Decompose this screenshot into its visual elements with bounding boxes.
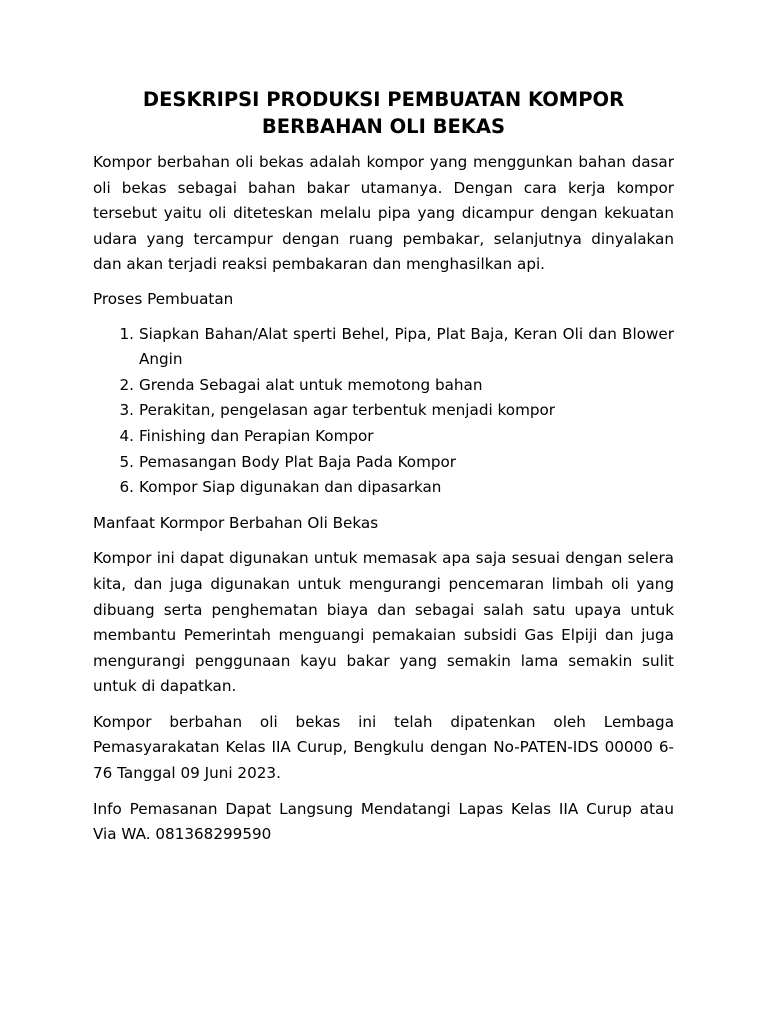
step-text: Kompor Siap digunakan dan dipasarkan [139, 478, 442, 497]
document-title [93, 86, 674, 140]
list-item [93, 322, 674, 373]
step-number: 4. [119, 426, 134, 445]
list-item [93, 424, 674, 450]
list-item [93, 398, 674, 424]
step-number: 5. [119, 452, 134, 471]
step-text: Pemasangan Body Plat Baja Pada Kompor [139, 452, 457, 471]
step-text: Grenda Sebagai alat untuk memotong bahan [139, 375, 483, 394]
step-text: Finishing dan Perapian Kompor [139, 426, 374, 445]
list-item [93, 450, 674, 476]
step-number: 3. [119, 401, 134, 420]
process-heading: Proses Pembuatan [93, 289, 234, 308]
list-item [93, 475, 674, 501]
benefit-paragraph: Kompor ini dapat digunakan untuk memasak apa saja sesuai dengan selera kita, dan juga digunakan untuk mengurangi pencemaran limbah oli yang dibuang serta penghematan biaya dan sebagai salah satu upaya untuk membantu Pemerintah menguangi pemakaian subsidi Gas Elpiji dan juga mengurangi penggunaan kayu bakar yang semakin lama semakin sulit untuk di dapatkan. [93, 549, 674, 696]
step-text: Siapkan Bahan/Alat sperti Behel, Pipa, Plat Baja, Keran Oli dan Blower Angin [139, 324, 674, 369]
step-number: 6. [119, 478, 134, 497]
process-steps-list [93, 322, 674, 501]
step-text: Perakitan, pengelasan agar terbentuk menjadi kompor [139, 401, 556, 420]
step-number: 2. [119, 375, 134, 394]
benefit-heading: Manfaat Kormpor Berbahan Oli Bekas [93, 513, 379, 532]
list-item [93, 373, 674, 399]
contact-info-paragraph: Info Pemasanan Dapat Langsung Mendatangi Lapas Kelas IIA Curup atau Via WA. 081368299590 [93, 799, 674, 844]
intro-paragraph: Kompor berbahan oli bekas adalah kompor yang menggunkan bahan dasar oli bekas sebagai bahan bakar utamanya. Dengan cara kerja kompor tersebut yaitu oli diteteskan melalu pipa yang dicampur dengan kekuatan udara yang tercampur dengan ruang pembakar, selanjutnya dinyalakan dan akan terjadi reaksi pembakaran dan menghasilkan api. [93, 153, 674, 274]
patent-paragraph: Kompor berbahan oli bekas ini telah dipatenkan oleh Lembaga Pemasyarakatan Kelas IIA Curup, Bengkulu dengan No-PATEN-IDS 00000 6-76 Tanggal 09 Juni 2023. [93, 712, 674, 783]
title-line-2: BERBAHAN OLI BEKAS [261, 115, 506, 138]
document-page [93, 86, 674, 848]
step-number: 1. [119, 324, 134, 343]
title-line-1: DESKRIPSI PRODUKSI PEMBUATAN KOMPOR [142, 88, 625, 111]
